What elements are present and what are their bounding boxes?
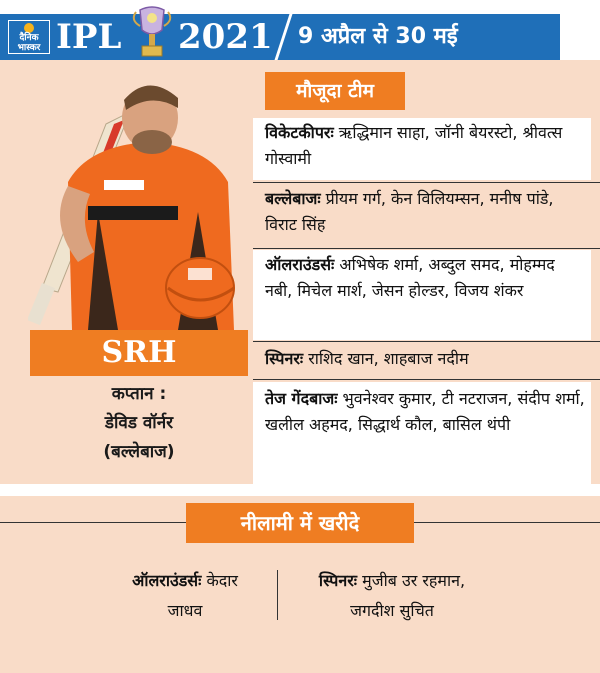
captain-name: डेविड वॉर्नर xyxy=(104,413,174,433)
squad-row-text: अभिषेक शर्मा, अब्दुल समद, मोहम्मद नबी, मिचेल मार्श, जेसन होल्डर, विजय शंकर xyxy=(265,255,555,300)
squad-row-label: ऑलराउंडर्सः xyxy=(265,255,335,274)
captain-label: कप्तान : xyxy=(111,384,167,404)
auction-title: नीलामी में खरीदे xyxy=(186,503,414,543)
auction-spinners xyxy=(282,566,502,626)
captain-block xyxy=(30,380,248,467)
auction-spinners-text: मुजीब उर रहमान, xyxy=(357,571,466,590)
squad-row-label: स्पिनरः xyxy=(265,349,304,368)
row-divider xyxy=(253,341,600,342)
auction-allrounders-text2: जाधव xyxy=(167,601,203,620)
squad-row-label: तेज गेंदबाजः xyxy=(265,389,338,408)
auction-spinners-label: स्पिनरः xyxy=(318,571,358,590)
auction-spinners-text2: जगदीश सुचित xyxy=(350,601,434,620)
current-team-title: मौजूदा टीम xyxy=(265,72,405,110)
year-title: 2021 xyxy=(178,17,273,57)
dainik-bhaskar-logo xyxy=(8,20,50,54)
captain-role: (बल्लेबाज) xyxy=(103,442,175,462)
auction-allrounders-label: ऑलराउंडर्सः xyxy=(132,571,202,590)
logo-sun-icon xyxy=(24,23,34,33)
player-photo xyxy=(28,62,250,330)
row-divider xyxy=(253,248,600,249)
auction-divider xyxy=(277,570,278,620)
squad-row-text: प्रीयम गर्ग, केन विलियम्सन, मनीष पांडे, विराट सिंह xyxy=(265,189,554,234)
logo-line2: भास्कर xyxy=(17,43,41,53)
squad-row-batsmen xyxy=(253,186,591,244)
tournament-dates: 9 अप्रैल से 30 मई xyxy=(298,24,458,49)
row-divider xyxy=(253,182,600,183)
auction-allrounders xyxy=(96,566,274,626)
section-separator xyxy=(0,484,600,496)
squad-row-label: बल्लेबाजः xyxy=(265,189,321,208)
squad-row-text: राशिद खान, शाहबाज नदीम xyxy=(303,349,469,368)
header-band xyxy=(0,0,600,60)
squad-row-spinners xyxy=(253,346,591,376)
squad-row-wicketkeepers xyxy=(253,118,591,180)
squad-row-allrounders xyxy=(253,250,591,340)
ipl-title: IPL xyxy=(56,17,122,57)
trophy-icon xyxy=(130,4,174,60)
squad-row-text: ऋद्धिमान साहा, जॉनी बेयरस्टो, श्रीवत्स गोस्वामी xyxy=(265,123,563,168)
squad-row-text: भुवनेश्वर कुमार, टी नटराजन, संदीप शर्मा, खलील अहमद, सिद्धार्थ कौल, बासिल थंपी xyxy=(265,389,585,434)
logo-line1: दैनिक xyxy=(19,33,39,43)
squad-row-label: विकेटकीपरः xyxy=(265,123,334,142)
squad-row-fast-bowlers xyxy=(253,382,591,484)
team-code-badge: SRH xyxy=(30,330,248,376)
row-divider xyxy=(253,379,600,380)
auction-allrounders-text: केदार xyxy=(201,571,238,590)
